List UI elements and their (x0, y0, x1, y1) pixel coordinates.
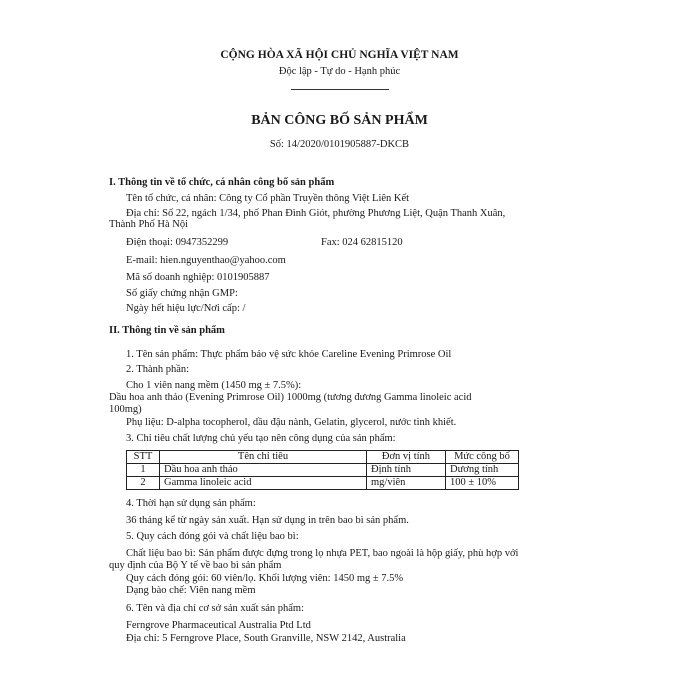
table-header-row (127, 451, 519, 464)
document-number: Số: 14/2020/0101905887-DKCB (269, 139, 410, 150)
product-name: 1. Tên sản phẩm: Thực phẩm bảo vệ sức khỏe Careline Evening Primrose Oil (126, 349, 452, 360)
table-cell: 1 (127, 464, 160, 477)
dosage-form: Dạng bào chế: Viên nang mềm (126, 585, 256, 596)
quality-table (126, 450, 519, 490)
section2-heading: II. Thông tin về sản phẩm (109, 325, 225, 336)
table-cell: Dương tính (446, 464, 519, 477)
quality-heading: 3. Chỉ tiêu chất lượng chủ yếu tạo nên công dụng của sản phẩm: (126, 433, 396, 444)
table-row (127, 477, 519, 490)
main-ingredient-line2: 100mg) (109, 404, 142, 415)
table-cell: 100 ± 10% (446, 477, 519, 490)
table-header-cell: STT (127, 451, 160, 464)
address-line1: Địa chỉ: Số 22, ngách 1/34, phố Phan Đình Giót, phường Phương Liệt, Quận Thanh Xuân, (126, 208, 506, 219)
manufacturer-heading: 6. Tên và địa chỉ cơ sở sản xuất sản phẩm: (126, 603, 304, 614)
table-cell: Gamma linoleic acid (160, 477, 367, 490)
document-title: BẢN CÔNG BỐ SẢN PHẨM (251, 113, 428, 128)
excipients: Phụ liệu: D-alpha tocopherol, dầu đậu nành, Gelatin, glycerol, nước tinh khiết. (126, 417, 457, 428)
shelf-life: 36 tháng kể từ ngày sản xuất. Hạn sử dụng in trên bao bì sản phẩm. (126, 515, 409, 526)
tax-code: Mã số doanh nghiệp: 0101905887 (126, 272, 270, 283)
composition-heading: 2. Thành phần: (126, 364, 190, 375)
email: E-mail: hien.nguyenthao@yahoo.com (126, 255, 286, 266)
org-name: Tên tổ chức, cá nhân: Công ty Cổ phần Truyền thông Việt Liên Kết (126, 193, 410, 204)
packaging-material-line1: Chất liệu bao bì: Sản phẩm được đựng trong lọ nhựa PET, bao ngoài là hộp giấy, phù hợp với (126, 548, 519, 559)
validity: Ngày hết hiệu lực/Nơi cấp: / (126, 303, 246, 314)
packaging-heading: 5. Quy cách đóng gói và chất liệu bao bì: (126, 531, 299, 542)
table-header-cell: Mức công bố (446, 451, 519, 464)
table-row (127, 464, 519, 477)
header-divider (291, 89, 389, 90)
table-cell: Định tính (367, 464, 446, 477)
fax: Fax: 024 62815120 (321, 237, 403, 248)
per-capsule: Cho 1 viên nang mềm (1450 mg ± 7.5%): (126, 380, 302, 391)
gmp-certificate: Số giấy chứng nhận GMP: (126, 288, 238, 299)
table-header-cell: Tên chỉ tiêu (160, 451, 367, 464)
phone: Điện thoại: 0947352299 (126, 237, 229, 248)
motto: Độc lập - Tự do - Hạnh phúc (278, 66, 401, 77)
packing-spec: Quy cách đóng gói: 60 viên/lọ. Khối lượng viên: 1450 mg ± 7.5% (126, 573, 404, 584)
main-ingredient-line1: Dầu hoa anh thảo (Evening Primrose Oil) 1000mg (tương đương Gamma linoleic acid (109, 392, 472, 403)
address-line2: Thành Phố Hà Nội (109, 219, 189, 230)
manufacturer-name: Ferngrove Pharmaceutical Australia Ptd Ltd (126, 620, 311, 631)
manufacturer-address: Địa chỉ: 5 Ferngrove Place, South Granville, NSW 2142, Australia (126, 633, 406, 644)
section1-heading: I. Thông tin về tổ chức, cá nhân công bố sản phẩm (109, 177, 335, 188)
table-cell: mg/viên (367, 477, 446, 490)
packaging-material-line2: quy định của Bộ Y tế về bao bì sản phẩm (109, 560, 282, 571)
republic-heading: CỘNG HÒA XÃ HỘI CHỦ NGHĨA VIỆT NAM (220, 49, 459, 61)
table-cell: 2 (127, 477, 160, 490)
table-cell: Dầu hoa anh thảo (160, 464, 367, 477)
table-header-cell: Đơn vị tính (367, 451, 446, 464)
shelf-life-heading: 4. Thời hạn sử dụng sản phẩm: (126, 498, 256, 509)
